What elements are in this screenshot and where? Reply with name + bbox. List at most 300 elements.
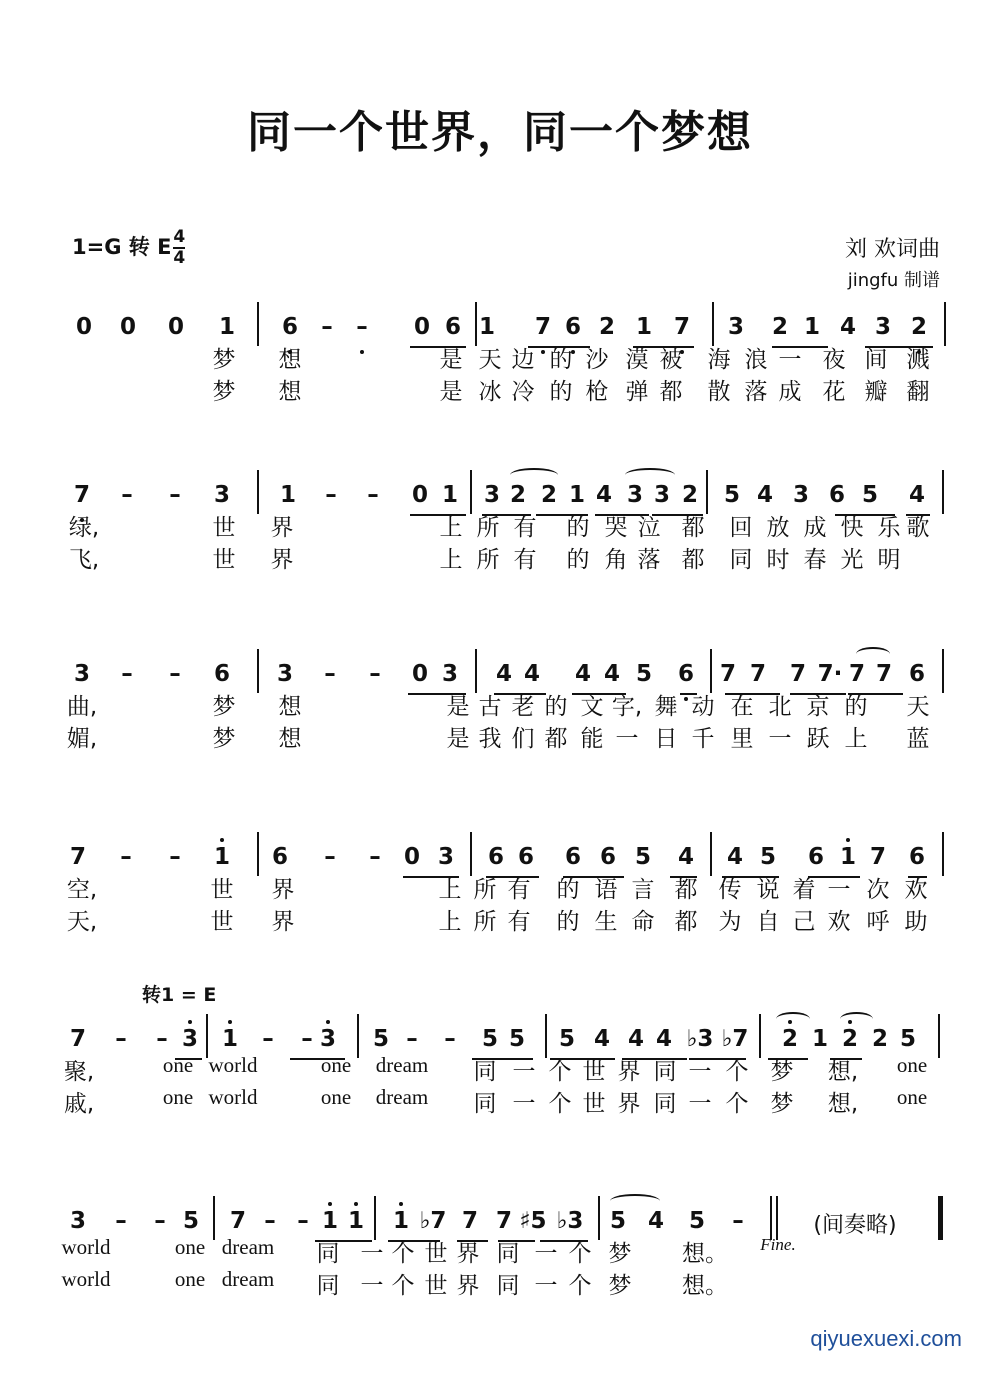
slur <box>625 468 675 482</box>
watermark: qiyuexuexi.com <box>810 1326 962 1351</box>
lyric-syllable: one <box>162 1085 194 1109</box>
note: 1 <box>347 1208 365 1234</box>
note: 4 <box>756 482 774 508</box>
note: 5 <box>634 844 652 870</box>
lyric-syllable: 都 <box>659 379 683 405</box>
lyric-syllable: 京 <box>806 694 830 720</box>
note: 4 <box>647 1208 665 1234</box>
note: – <box>120 844 132 870</box>
note: – <box>369 844 381 870</box>
note: 1 <box>635 314 653 340</box>
lyric-syllable: 夜 <box>822 347 846 373</box>
note: 6 <box>828 482 846 508</box>
lyric-line-2 <box>0 720 1000 750</box>
note: 4 <box>908 482 926 508</box>
barline <box>598 1196 600 1240</box>
lyric-syllable: 翻 <box>906 379 930 405</box>
lyric-syllable: 古 <box>478 694 502 720</box>
lyric-syllable: 字, <box>611 694 643 720</box>
lyric-syllable: 自 <box>756 909 780 935</box>
high-octave-dot <box>220 838 224 842</box>
high-octave-dot <box>354 1202 358 1206</box>
lyric-syllable: 快 <box>840 515 864 541</box>
note: – <box>324 844 336 870</box>
lyric-syllable: 所 <box>473 877 497 903</box>
lyric-syllable: 飞, <box>68 547 100 573</box>
lyric-syllable: 想 <box>278 379 302 405</box>
high-octave-dot <box>188 1020 192 1024</box>
note: 6 <box>271 844 289 870</box>
note: 1 <box>568 482 586 508</box>
lyric-syllable: 想 <box>278 694 302 720</box>
note: 4 <box>726 844 744 870</box>
note: 3 <box>727 314 745 340</box>
note: 2 <box>781 1026 799 1052</box>
barline <box>257 302 259 346</box>
note: 3 <box>792 482 810 508</box>
lyric-syllable: 呼 <box>866 909 890 935</box>
lyric-syllable: 哭 <box>604 515 628 541</box>
slur <box>840 1012 873 1026</box>
lyric-syllable: 个 <box>391 1241 415 1267</box>
lyric-syllable: 沙 <box>585 347 609 373</box>
note: 7 <box>848 661 866 687</box>
note: 6 <box>908 844 926 870</box>
lyric-syllable: 海 <box>707 347 731 373</box>
note: ♭3 <box>556 1208 584 1234</box>
lyric-syllable: one <box>162 1053 194 1077</box>
note: 0 <box>75 314 93 340</box>
lyric-syllable: 的 <box>566 515 590 541</box>
note: – <box>262 1026 274 1052</box>
note: 2 <box>871 1026 889 1052</box>
note: – <box>115 1026 127 1052</box>
lyric-syllable: 的 <box>566 547 590 573</box>
lyric-syllable: 想。 <box>682 1241 728 1267</box>
lyric-syllable: 的 <box>556 877 580 903</box>
lyric-line-1 <box>0 1053 1000 1083</box>
lyric-syllable: 界 <box>617 1091 641 1117</box>
note: 3 <box>319 1026 337 1052</box>
note: 0 <box>413 314 431 340</box>
lyric-syllable: 泣 <box>637 515 661 541</box>
lyric-syllable: 落 <box>744 379 768 405</box>
lyric-syllable: 梦 <box>770 1091 794 1117</box>
lyric-syllable: 一 <box>534 1241 558 1267</box>
note: 5 <box>723 482 741 508</box>
lyric-syllable: 聚, <box>63 1059 95 1085</box>
note: – <box>732 1208 744 1234</box>
lyric-syllable: 界 <box>617 1059 641 1085</box>
barline <box>759 1014 761 1058</box>
lyric-syllable: 为 <box>718 909 742 935</box>
lyric-syllable: world <box>208 1053 258 1077</box>
note: 7 <box>69 1026 87 1052</box>
note: – <box>121 482 133 508</box>
lyric-syllable: 己 <box>792 909 816 935</box>
barline <box>944 302 946 346</box>
note: 6 <box>908 661 926 687</box>
lyric-syllable: 落 <box>637 547 661 573</box>
note: 2 <box>841 1026 859 1052</box>
lyric-syllable: 光 <box>840 547 864 573</box>
lyric-syllable: 世 <box>212 515 236 541</box>
lyric-syllable: 在 <box>730 694 754 720</box>
lyric-line-1 <box>0 871 1000 901</box>
barline <box>712 302 714 346</box>
lyric-syllable: 同 <box>496 1273 520 1299</box>
lyric-syllable: 散 <box>707 379 731 405</box>
note: 2 <box>910 314 928 340</box>
lyric-syllable: one <box>896 1053 928 1077</box>
lyric-syllable: 世 <box>424 1241 448 1267</box>
lyric-line-2 <box>0 1267 1000 1297</box>
lyric-syllable: 言 <box>631 877 655 903</box>
note: 4 <box>603 661 621 687</box>
lyric-syllable: 我 <box>478 726 502 752</box>
lyric-syllable: dream <box>375 1085 429 1109</box>
lyric-syllable: 天, <box>66 909 98 935</box>
lyric-line-1 <box>0 509 1000 539</box>
note: 7 <box>789 661 807 687</box>
lyric-syllable: 都 <box>544 726 568 752</box>
lyric-syllable: one <box>320 1053 352 1077</box>
note: 1 <box>839 844 857 870</box>
lyric-syllable: 里 <box>730 726 754 752</box>
lyric-syllable: 世 <box>582 1059 606 1085</box>
high-octave-dot <box>788 1020 792 1024</box>
lyric-syllable: 瓣 <box>864 379 888 405</box>
lyric-syllable: 命 <box>631 909 655 935</box>
barline <box>942 649 944 693</box>
note: 4 <box>495 661 513 687</box>
lyric-syllable: one <box>174 1235 206 1259</box>
lyric-line-2 <box>0 1085 1000 1115</box>
note: 6 <box>564 844 582 870</box>
lyric-syllable: 上 <box>438 909 462 935</box>
lyric-syllable: 个 <box>548 1059 572 1085</box>
lyric-syllable: 跃 <box>806 726 830 752</box>
slur <box>510 468 558 482</box>
note: 5 <box>899 1026 917 1052</box>
lyric-syllable: 能 <box>580 726 604 752</box>
note: – <box>356 314 368 340</box>
note: 1 <box>392 1208 410 1234</box>
note: 7· <box>817 661 843 687</box>
lyric-syllable: 有 <box>507 877 531 903</box>
barline <box>710 832 712 876</box>
note: ♭7 <box>419 1208 447 1234</box>
note: 7 <box>461 1208 479 1234</box>
note: 3 <box>441 661 459 687</box>
lyric-syllable: 文 <box>580 694 604 720</box>
note: 0 <box>167 314 185 340</box>
note: 2 <box>681 482 699 508</box>
note: 4 <box>839 314 857 340</box>
note: 5 <box>759 844 777 870</box>
lyric-syllable: 梦 <box>770 1059 794 1085</box>
note: 7 <box>719 661 737 687</box>
lyric-syllable: 个 <box>568 1273 592 1299</box>
high-octave-dot <box>326 1020 330 1024</box>
barline <box>942 832 944 876</box>
lyric-syllable: 梦 <box>608 1241 632 1267</box>
lyric-syllable: dream <box>375 1053 429 1077</box>
note: 4 <box>627 1026 645 1052</box>
lyric-syllable: 界 <box>456 1241 480 1267</box>
lyric-syllable: 世 <box>210 877 234 903</box>
lyric-syllable: 都 <box>674 909 698 935</box>
note: 7 <box>495 1208 513 1234</box>
barline <box>470 832 472 876</box>
high-octave-dot <box>846 838 850 842</box>
lyric-syllable: 北 <box>768 694 792 720</box>
lyric-syllable: 同 <box>473 1091 497 1117</box>
lyric-syllable: 回 <box>729 515 753 541</box>
note: 1 <box>321 1208 339 1234</box>
note: – <box>321 314 333 340</box>
note: 5 <box>635 661 653 687</box>
lyric-syllable: 明 <box>877 547 901 573</box>
lyric-syllable: 是 <box>446 726 470 752</box>
barline <box>213 1196 215 1240</box>
lyric-syllable: 梦 <box>212 726 236 752</box>
note: – <box>367 482 379 508</box>
lyric-syllable: 同 <box>653 1059 677 1085</box>
lyric-syllable: 次 <box>866 877 890 903</box>
lyric-syllable: 们 <box>511 726 535 752</box>
time-signature-top: 4 <box>173 227 186 247</box>
lyric-syllable: 花 <box>822 379 846 405</box>
lyric-syllable: dream <box>221 1267 275 1291</box>
lyric-syllable: Fine. <box>760 1235 796 1254</box>
high-octave-dot <box>848 1020 852 1024</box>
lyric-syllable: 界 <box>270 515 294 541</box>
note: – <box>156 1026 168 1052</box>
lyric-syllable: world <box>61 1267 111 1291</box>
note: 7 <box>534 314 552 340</box>
lyric-syllable: 媚, <box>66 726 98 752</box>
note: 0 <box>411 661 429 687</box>
slur <box>610 1194 660 1208</box>
note: 7 <box>869 844 887 870</box>
note: 3 <box>73 661 91 687</box>
page-title: 同一个世界，同一个梦想 <box>247 107 753 158</box>
note: 7 <box>749 661 767 687</box>
lyric-syllable: 天 <box>906 694 930 720</box>
double-barline <box>770 1196 772 1240</box>
note: 0 <box>119 314 137 340</box>
note: ♭3 <box>686 1026 714 1052</box>
lyric-syllable: 同 <box>653 1091 677 1117</box>
lyric-line-2 <box>0 373 1000 403</box>
lyric-syllable: 想 <box>278 726 302 752</box>
lyric-syllable: 想。 <box>682 1273 728 1299</box>
lyric-syllable: 传 <box>718 877 742 903</box>
lyric-syllable: world <box>61 1235 111 1259</box>
note: 1 <box>811 1026 829 1052</box>
lyric-syllable: dream <box>221 1235 275 1259</box>
note: 4 <box>595 482 613 508</box>
lyric-syllable: 上 <box>439 547 463 573</box>
lyric-syllable: 个 <box>568 1241 592 1267</box>
note: – <box>121 661 133 687</box>
lyric-syllable: one <box>174 1267 206 1291</box>
note: (间奏略) <box>813 1213 897 1238</box>
note: 6 <box>444 314 462 340</box>
barline <box>710 649 712 693</box>
lyric-syllable: 间 <box>864 347 888 373</box>
note: 2 <box>598 314 616 340</box>
lyric-syllable: 一 <box>512 1091 536 1117</box>
lyric-syllable: 千 <box>691 726 715 752</box>
note: 5 <box>558 1026 576 1052</box>
lyric-syllable: 绿, <box>68 515 100 541</box>
lyric-syllable: 所 <box>476 547 500 573</box>
lyric-syllable: 边 <box>511 347 535 373</box>
lyric-syllable: 的 <box>544 694 568 720</box>
lyric-syllable: 曲, <box>66 694 98 720</box>
lyric-syllable: 世 <box>582 1091 606 1117</box>
note: 4 <box>593 1026 611 1052</box>
time-signature-bottom: 4 <box>173 248 186 268</box>
barline <box>475 302 477 346</box>
note: 7 <box>229 1208 247 1234</box>
lyric-line-1 <box>0 1235 1000 1265</box>
note: 6 <box>599 844 617 870</box>
lyric-syllable: 想, <box>827 1091 859 1117</box>
lyric-syllable: 放 <box>766 515 790 541</box>
time-signature <box>173 228 185 268</box>
barline <box>470 470 472 514</box>
lyric-syllable: 一 <box>688 1091 712 1117</box>
lyric-syllable: 梦 <box>212 379 236 405</box>
lyric-syllable: 所 <box>473 909 497 935</box>
note: 4 <box>523 661 541 687</box>
lyric-syllable: 世 <box>212 547 236 573</box>
barline <box>545 1014 547 1058</box>
lyric-syllable: 同 <box>496 1241 520 1267</box>
note: 0 <box>411 482 429 508</box>
lyric-syllable: 一 <box>360 1273 384 1299</box>
lyric-syllable: 梦 <box>212 694 236 720</box>
lyric-syllable: 歌 <box>906 515 930 541</box>
note: – <box>169 844 181 870</box>
lyric-syllable: 乐 <box>877 515 901 541</box>
lyric-syllable: 上 <box>438 877 462 903</box>
arranger-credit: jingfu 制谱 <box>847 270 940 291</box>
lyric-syllable: 一 <box>827 877 851 903</box>
note: – <box>154 1208 166 1234</box>
note: 6 <box>281 314 299 340</box>
composer-credit: 刘 欢词曲 <box>845 237 940 262</box>
lyric-syllable: 弹 <box>625 379 649 405</box>
note: – <box>115 1208 127 1234</box>
modulation-mark: 转1 = E <box>142 984 217 1006</box>
lyric-syllable: 的 <box>844 694 868 720</box>
lyric-syllable: 枪 <box>585 379 609 405</box>
lyric-syllable: 老 <box>511 694 535 720</box>
lyric-syllable: 冰 <box>478 379 502 405</box>
lyric-syllable: world <box>208 1085 258 1109</box>
high-octave-dot <box>328 1202 332 1206</box>
note: – <box>406 1026 418 1052</box>
note: 4 <box>655 1026 673 1052</box>
lyric-syllable: 一 <box>778 347 802 373</box>
lyric-syllable: 语 <box>594 877 618 903</box>
lyric-syllable: 上 <box>439 515 463 541</box>
note: 5 <box>609 1208 627 1234</box>
lyric-syllable: 个 <box>725 1091 749 1117</box>
lyric-syllable: 天 <box>478 347 502 373</box>
key-text: 1=G 转 E <box>72 235 172 259</box>
key-signature <box>72 228 185 268</box>
note: 1 <box>218 314 236 340</box>
barline <box>257 832 259 876</box>
lyric-syllable: 春 <box>803 547 827 573</box>
high-octave-dot <box>228 1020 232 1024</box>
lyric-syllable: 浪 <box>744 347 768 373</box>
note: 3 <box>483 482 501 508</box>
note: – <box>325 482 337 508</box>
lyric-syllable: 空, <box>66 877 98 903</box>
lyric-syllable: 溅 <box>906 347 930 373</box>
lyric-syllable: 一 <box>688 1059 712 1085</box>
note: 7 <box>875 661 893 687</box>
note: – <box>369 661 381 687</box>
lyric-syllable: 是 <box>439 379 463 405</box>
note: 7 <box>673 314 691 340</box>
note: 6 <box>807 844 825 870</box>
note: – <box>301 1026 313 1052</box>
lyric-syllable: 界 <box>271 877 295 903</box>
lyric-syllable: 有 <box>513 547 537 573</box>
lyric-syllable: 所 <box>476 515 500 541</box>
barline <box>475 649 477 693</box>
note: 3 <box>181 1026 199 1052</box>
note: 4 <box>574 661 592 687</box>
lyric-syllable: 一 <box>360 1241 384 1267</box>
slur <box>776 1012 810 1026</box>
lyric-line-2 <box>0 541 1000 571</box>
lyric-syllable: 世 <box>210 909 234 935</box>
lyric-syllable: 欢 <box>827 909 851 935</box>
note: 6 <box>213 661 231 687</box>
lyric-syllable: 个 <box>725 1059 749 1085</box>
lyric-syllable: 欢 <box>904 877 928 903</box>
lyric-syllable: 被 <box>659 347 683 373</box>
note: 1 <box>221 1026 239 1052</box>
lyric-syllable: 的 <box>549 379 573 405</box>
note: 5 <box>688 1208 706 1234</box>
lyric-syllable: 界 <box>270 547 294 573</box>
note: 1 <box>803 314 821 340</box>
lyric-syllable: 生 <box>594 909 618 935</box>
double-barline <box>938 1196 943 1240</box>
lyric-syllable: 着 <box>792 877 816 903</box>
lyric-syllable: 都 <box>681 515 705 541</box>
lyric-syllable: 说 <box>756 877 780 903</box>
lyric-syllable: 戚, <box>63 1091 95 1117</box>
lyric-syllable: 的 <box>556 909 580 935</box>
note: 6 <box>677 661 695 687</box>
lyric-syllable: 动 <box>691 694 715 720</box>
barline <box>257 649 259 693</box>
lyric-line-1 <box>0 688 1000 718</box>
slur <box>856 647 890 661</box>
note: 6 <box>564 314 582 340</box>
lyric-syllable: 同 <box>316 1241 340 1267</box>
